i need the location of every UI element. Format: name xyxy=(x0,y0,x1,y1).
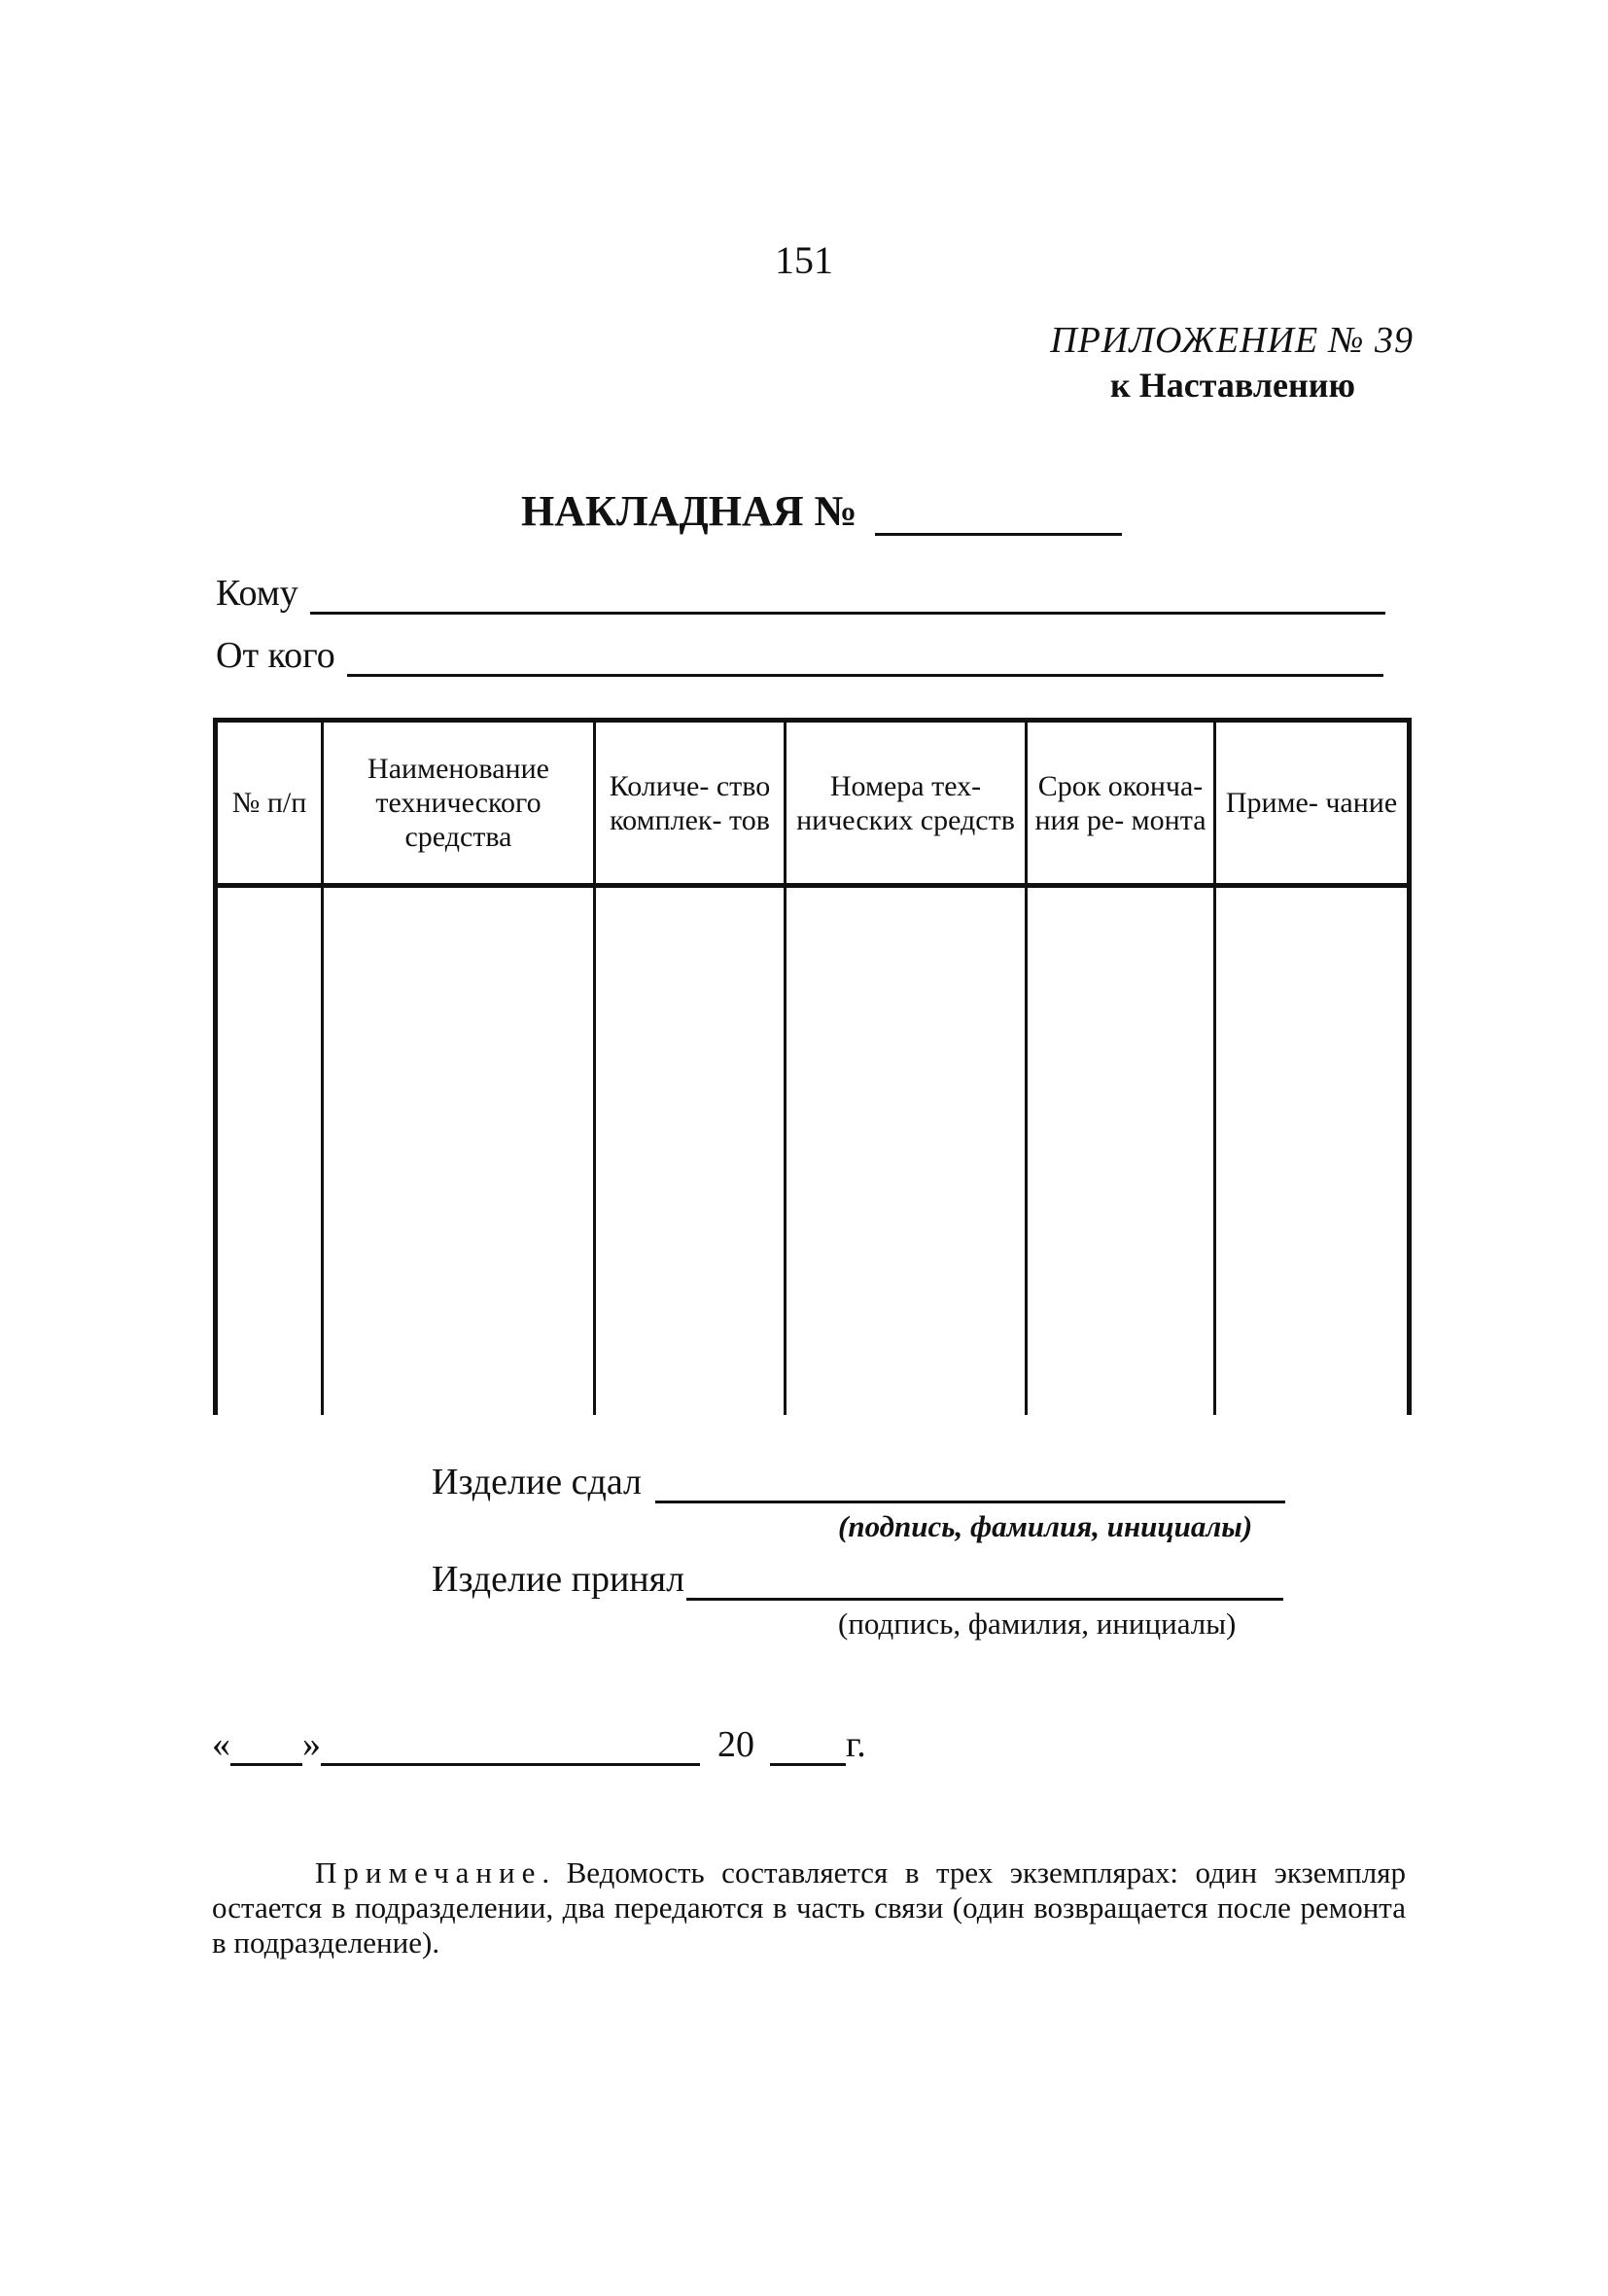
handed-over-caption: (подпись, фамилия, инициалы) xyxy=(838,1509,1253,1543)
received-label: Изделие принял xyxy=(432,1559,685,1600)
footnote xyxy=(212,1855,1406,1960)
goods-table-container xyxy=(213,718,1407,1420)
date-row xyxy=(212,1723,866,1766)
table-cell[interactable] xyxy=(1027,886,1215,1416)
table-cell[interactable] xyxy=(216,886,323,1416)
table-cell[interactable] xyxy=(1215,886,1410,1416)
col-header-repair-deadline: Срок оконча- ния ре- монта xyxy=(1027,721,1215,886)
col-header-serials: Номера тех- нических средств xyxy=(786,721,1027,886)
col-header-note: Приме- чание xyxy=(1215,721,1410,886)
appendix-number: ПРИЛОЖЕНИЕ № 39 xyxy=(1050,320,1414,361)
document-title-text: НАКЛАДНАЯ № xyxy=(521,487,857,535)
recipient-row xyxy=(216,572,1385,615)
year-blank[interactable] xyxy=(770,1726,846,1766)
recipient-blank[interactable] xyxy=(310,575,1385,615)
appendix-reference: к Наставлению xyxy=(1110,366,1355,405)
goods-table xyxy=(213,718,1412,1415)
received-caption: (подпись, фамилия, инициалы) xyxy=(838,1607,1237,1641)
date-close-quote: » xyxy=(302,1724,321,1765)
received-row xyxy=(432,1558,1283,1601)
sender-label: От кого xyxy=(216,635,335,676)
day-blank[interactable] xyxy=(230,1726,302,1766)
table-row xyxy=(216,886,1410,1416)
col-header-name: Наименование технического средства xyxy=(323,721,595,886)
invoice-number-blank[interactable] xyxy=(875,494,1122,536)
page-number: 151 xyxy=(775,238,833,282)
recipient-label: Кому xyxy=(216,573,298,614)
footnote-paragraph xyxy=(212,1855,1406,1960)
col-header-quantity: Количе- ство комплек- тов xyxy=(595,721,786,886)
table-cell[interactable] xyxy=(323,886,595,1416)
appendix-heading xyxy=(1050,318,1414,407)
year-suffix: г. xyxy=(846,1724,866,1765)
received-blank[interactable] xyxy=(686,1559,1283,1601)
table-cell[interactable] xyxy=(595,886,786,1416)
handed-over-row xyxy=(432,1461,1285,1503)
table-header-row xyxy=(216,721,1410,886)
sender-blank[interactable] xyxy=(347,637,1383,677)
footnote-label: Примечание xyxy=(315,1855,542,1890)
handed-over-blank[interactable] xyxy=(655,1462,1285,1503)
col-header-number: № п/п xyxy=(216,721,323,886)
sender-row xyxy=(216,634,1383,677)
date-open-quote: « xyxy=(212,1724,230,1765)
table-cell[interactable] xyxy=(786,886,1027,1416)
footnote-text: . Ведомость составляется в трех экземплярах: один экземпляр остается в подразделении, два передаются в часть связи (один возвращается после ремонта в подразделение). xyxy=(212,1855,1406,1960)
year-prefix: 20 xyxy=(717,1724,754,1765)
month-blank[interactable] xyxy=(321,1726,700,1766)
document-title xyxy=(521,486,1122,536)
handed-over-label: Изделие сдал xyxy=(432,1462,642,1502)
